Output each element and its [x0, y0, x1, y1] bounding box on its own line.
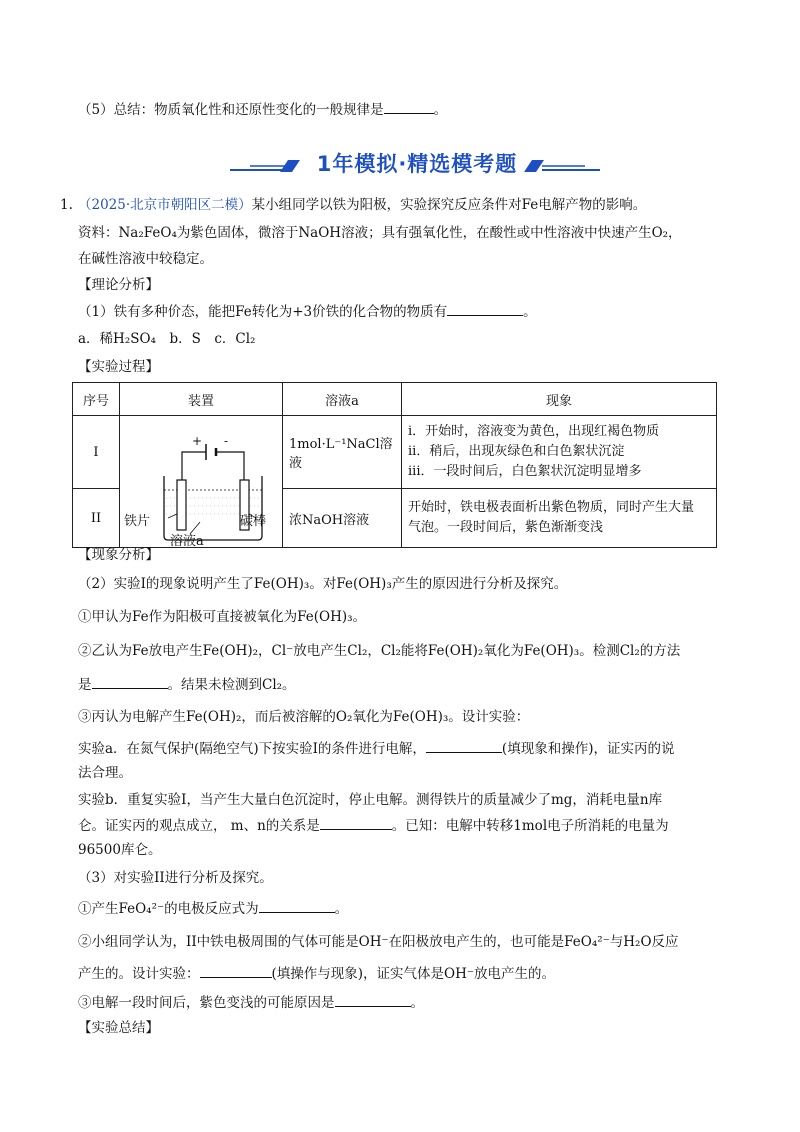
question-stem-line	[78, 195, 646, 215]
q5-answer-blank[interactable]	[384, 99, 434, 114]
phenomenon-item: i．开始时，溶液变为黄色，出现红褐色物质	[408, 424, 660, 439]
q2-2-line-b: 是 。结果未检测到Cl₂。	[78, 674, 296, 695]
solution-a-label: 溶液a	[170, 534, 204, 549]
iron-plate-label: 铁片	[124, 514, 151, 529]
exp-b-line-2: 仑。证实丙的观点成立， m、n的关系是 。已知：电解中转移1mol电子所消耗的电量为	[78, 815, 669, 836]
exp-b-line-1: 实验b．重复实验I，当产生大量白色沉淀时，停止电解。测得铁片的质量减少了mg，消耗电量n库	[78, 792, 663, 808]
apparatus-cell	[120, 416, 283, 548]
row-phenomena	[402, 489, 717, 548]
exp-b-answer-blank[interactable]	[320, 815, 392, 830]
info-line-1: 资料：Na₂FeO₄为紫色固体，微溶于NaOH溶液；具有强氧化性，在酸性或中性溶液中快速产生O₂，	[78, 225, 682, 241]
q2-1-line: ①甲认为Fe作为阳极可直接被氧化为Fe(OH)₃。	[78, 609, 367, 625]
question-source[interactable]: （2025·北京市朝阳区二模）	[78, 197, 252, 213]
question-number: 1.	[60, 197, 73, 213]
header-apparatus: 装置	[120, 383, 283, 416]
summary-heading: 【实验总结】	[78, 1020, 159, 1036]
exp-b-line-3: 96500库仑。	[78, 842, 162, 858]
q1-options: a．稀H₂SO₄ b．S c．Cl₂	[78, 331, 256, 347]
phenomenon-item: ii．稍后，出现灰绿色和白色絮状沉淀	[408, 444, 625, 459]
positive-sign: +	[192, 434, 203, 448]
phenomenon-item: 气泡。一段时间后，紫色渐渐变浅	[408, 520, 604, 535]
experiment-table	[72, 382, 717, 548]
q2-line: （2）实验I的现象说明产生了Fe(OH)₃。对Fe(OH)₃产生的原因进行分析及探究。	[78, 576, 568, 592]
q5-text: （5）总结：物质氧化性和还原性变化的一般规律是	[78, 102, 384, 118]
phenomenon-item: iii．一段时间后，白色絮状沉淀明显增多	[408, 464, 642, 479]
theory-heading: 【理论分析】	[78, 277, 159, 293]
header-solution: 溶液a	[283, 383, 402, 416]
analysis-heading: 【现象分析】	[78, 547, 159, 563]
q3-3-line: ③电解一段时间后，紫色变浅的可能原因是 。	[78, 992, 424, 1013]
fading-reason-answer-blank[interactable]	[335, 992, 411, 1007]
exp-a-line: 实验a．在氮气保护(隔绝空气)下按实验I的条件进行电解， (填现象和操作)，证实丙的说	[78, 738, 674, 759]
exp-a-line-2: 法合理。	[78, 765, 132, 781]
q3-line: （3）对实验II进行分析及探究。	[78, 870, 273, 886]
table-row	[73, 416, 717, 489]
phenomenon-item: 开始时，铁电极表面析出紫色物质，同时产生大量	[408, 500, 695, 515]
electrode-reaction-answer-blank[interactable]	[259, 898, 335, 913]
carbon-rod-label: 碳棒	[240, 514, 267, 529]
negative-sign: -	[224, 434, 229, 448]
section-banner	[230, 146, 600, 176]
header-id: 序号	[73, 383, 120, 416]
q2-3-line: ③丙认为电解产生Fe(OH)₂，而后被溶解的O₂氧化为Fe(OH)₃。设计实验：	[78, 709, 530, 725]
row-phenomena	[402, 416, 717, 489]
q1-line: （1）铁有多种价态，能把Fe转化为+3价铁的化合物的物质有 。	[78, 301, 537, 322]
info-line-2: 在碱性溶液中较稳定。	[78, 251, 213, 267]
cl2-test-answer-blank[interactable]	[92, 674, 168, 689]
q1-answer-blank[interactable]	[447, 301, 523, 316]
row-id: II	[73, 489, 120, 548]
gas-experiment-answer-blank[interactable]	[200, 963, 272, 978]
process-heading: 【实验过程】	[78, 359, 159, 375]
q3-2-line-2: 产生的。设计实验： (填操作与现象)，证实气体是OH⁻放电产生的。	[78, 963, 555, 984]
q2-2-line: ②乙认为Fe放电产生Fe(OH)₂，Cl⁻放电产生Cl₂，Cl₂能将Fe(OH)₂氧化为Fe(OH)₃。检测Cl₂的方法	[78, 643, 681, 659]
row-solution: 1mol·L⁻¹NaCl溶液	[283, 416, 402, 489]
row-id: I	[73, 416, 120, 489]
banner-title: 1年模拟·精选模考题	[316, 152, 518, 176]
q3-2-line-1: ②小组同学认为，II中铁电极周围的气体可能是OH⁻在阳极放电产生的，也可能是FeO₄²⁻与H₂O反应	[78, 934, 679, 950]
header-phenomenon: 现象	[402, 383, 717, 416]
q5-line: （5）总结：物质氧化性和还原性变化的一般规律是 。	[78, 99, 447, 120]
question-stem: 某小组同学以铁为阳极，实验探究反应条件对Fe电解产物的影响。	[251, 197, 647, 213]
q3-1-line: ①产生FeO₄²⁻的电极反应式为 。	[78, 898, 348, 919]
table-header-row	[73, 383, 717, 416]
row-solution: 浓NaOH溶液	[283, 489, 402, 548]
exp-a-answer-blank[interactable]	[426, 738, 502, 753]
